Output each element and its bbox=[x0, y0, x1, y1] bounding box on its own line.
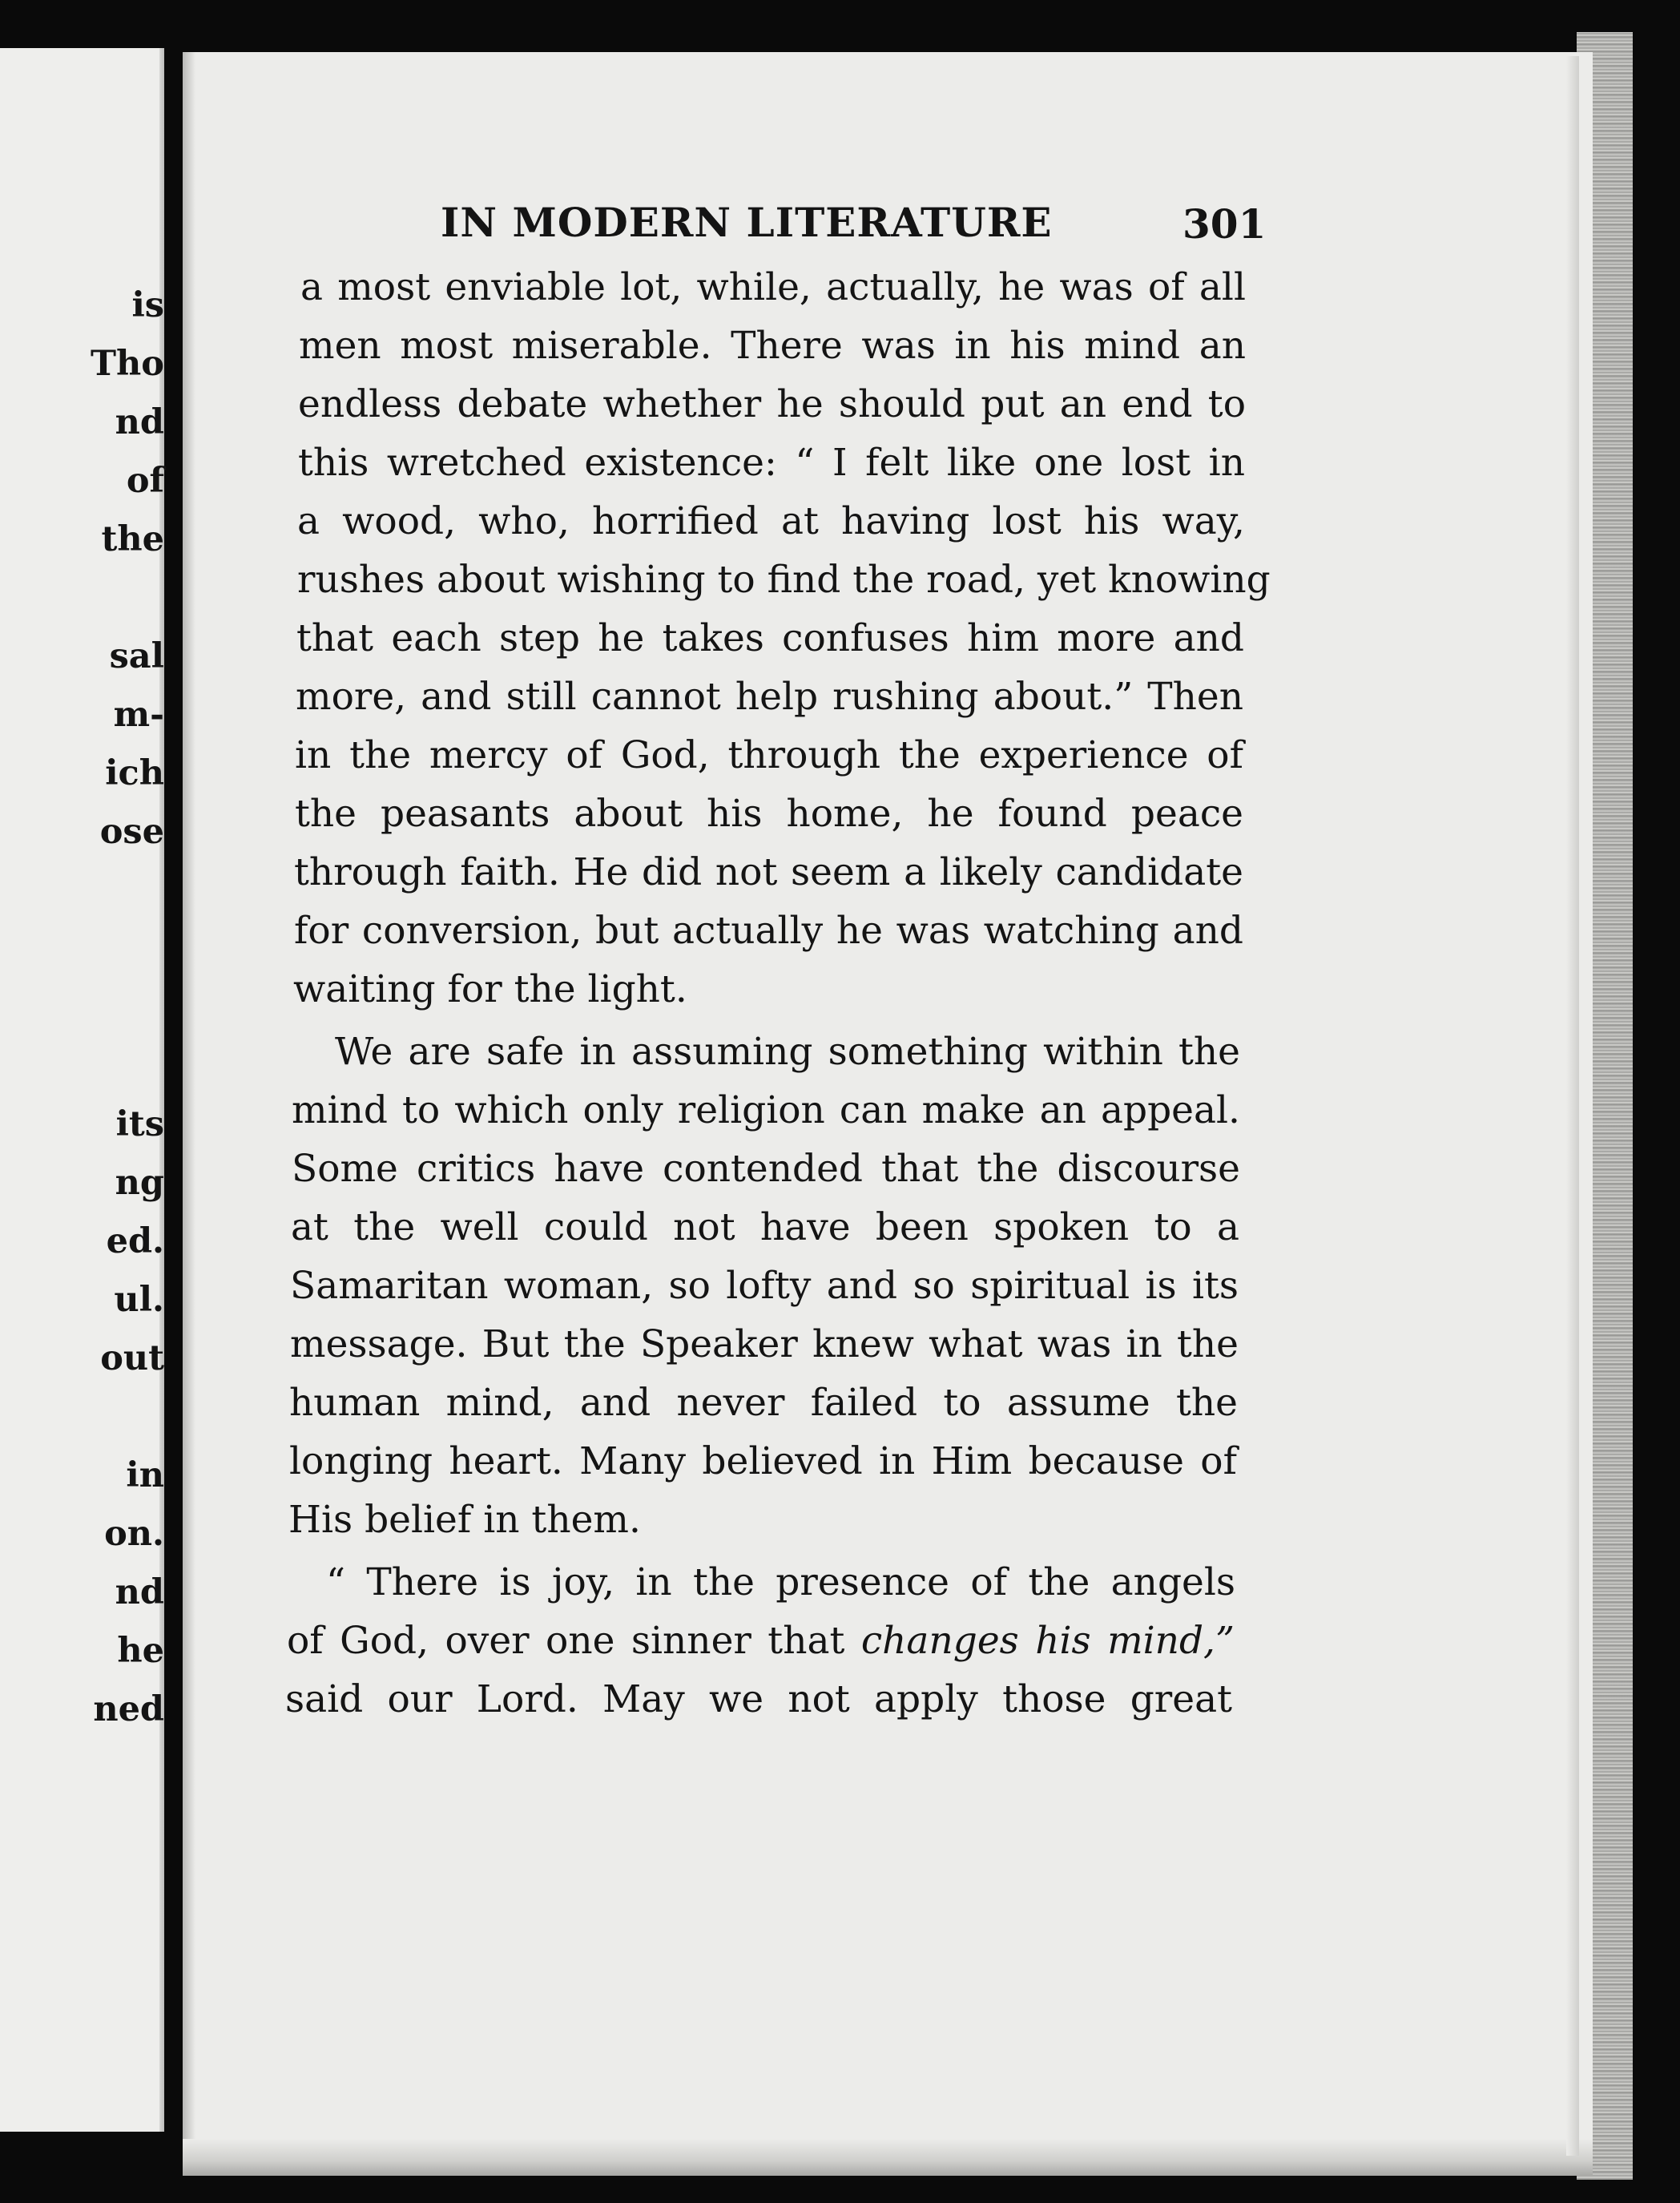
text-line-with-italic bbox=[287, 1619, 1235, 1663]
left-fragment: Tho bbox=[91, 344, 164, 384]
left-fragment: m- bbox=[113, 695, 164, 735]
left-fragment: ose bbox=[99, 812, 164, 852]
left-fragment: the bbox=[101, 519, 164, 559]
left-fragment: ned bbox=[93, 1689, 164, 1729]
left-fragment: of bbox=[126, 461, 164, 501]
text-line: Some critics have contended that the discourse bbox=[292, 1147, 1240, 1191]
text-line: said our Lord. May we not apply those great bbox=[285, 1677, 1232, 1721]
text-line: the peasants about his home, he found peace bbox=[295, 792, 1243, 836]
text-line: mind to which only religion can make an appeal. bbox=[292, 1088, 1240, 1132]
text-line: for conversion, but actually he was watching and bbox=[294, 909, 1243, 953]
page-fore-edge bbox=[1566, 56, 1579, 2156]
text-line: “ There is joy, in the presence of the angels bbox=[326, 1560, 1235, 1604]
left-fragment: he bbox=[117, 1631, 164, 1671]
text-line: this wretched existence: “ I felt like one lost in bbox=[298, 441, 1245, 485]
running-header: IN MODERN LITERATURE bbox=[441, 199, 1053, 246]
text-line: that each step he takes confuses him more and bbox=[296, 616, 1244, 660]
text-line: a wood, who, horrified at having lost his way, bbox=[297, 499, 1245, 543]
text-line: endless debate whether he should put an end to bbox=[298, 382, 1246, 426]
left-fragment: out bbox=[100, 1338, 164, 1378]
italic-phrase: changes his mind,” bbox=[860, 1619, 1235, 1663]
left-fragment: ng bbox=[115, 1163, 164, 1203]
page-number: 301 bbox=[1182, 200, 1267, 248]
left-page bbox=[0, 48, 164, 2132]
left-fragment: on. bbox=[104, 1514, 164, 1554]
text-line: His belief in them. bbox=[288, 1498, 641, 1542]
gutter-shadow bbox=[183, 52, 195, 2176]
bottom-shadow bbox=[183, 2139, 1593, 2176]
text-line: Samaritan woman, so lofty and so spiritual is its bbox=[290, 1264, 1239, 1308]
left-fragment: sal bbox=[109, 636, 164, 676]
text-line: message. But the Speaker knew what was in the bbox=[290, 1322, 1239, 1366]
text-line: men most miserable. There was in his mind an bbox=[299, 324, 1246, 368]
text-line: waiting for the light. bbox=[293, 967, 687, 1011]
text-line: human mind, and never failed to assume the bbox=[289, 1381, 1238, 1425]
text-line: through faith. He did not seem a likely candidate bbox=[294, 850, 1243, 894]
text-line: rushes about wishing to find the road, yet knowing bbox=[297, 558, 1271, 602]
left-fragment: its bbox=[115, 1104, 164, 1144]
left-fragment: nd bbox=[115, 1572, 164, 1612]
text-span: of God, over one sinner that bbox=[287, 1619, 861, 1663]
text-line: longing heart. Many believed in Him because of bbox=[289, 1439, 1237, 1483]
text-line: We are safe in assuming something within the bbox=[335, 1030, 1240, 1074]
text-line: at the well could not have been spoken to a bbox=[291, 1205, 1239, 1249]
text-line: a most enviable lot, while, actually, he was of all bbox=[300, 265, 1246, 309]
text-line: more, and still cannot help rushing about.” Then bbox=[296, 675, 1243, 719]
left-fragment: in bbox=[126, 1455, 164, 1495]
left-fragment: ich bbox=[105, 753, 164, 793]
text-line: in the mercy of God, through the experience of bbox=[295, 733, 1243, 777]
left-fragment: nd bbox=[115, 402, 164, 442]
left-fragment: ed. bbox=[106, 1221, 164, 1261]
left-fragment: ul. bbox=[114, 1280, 164, 1320]
left-fragment: is bbox=[131, 285, 164, 325]
